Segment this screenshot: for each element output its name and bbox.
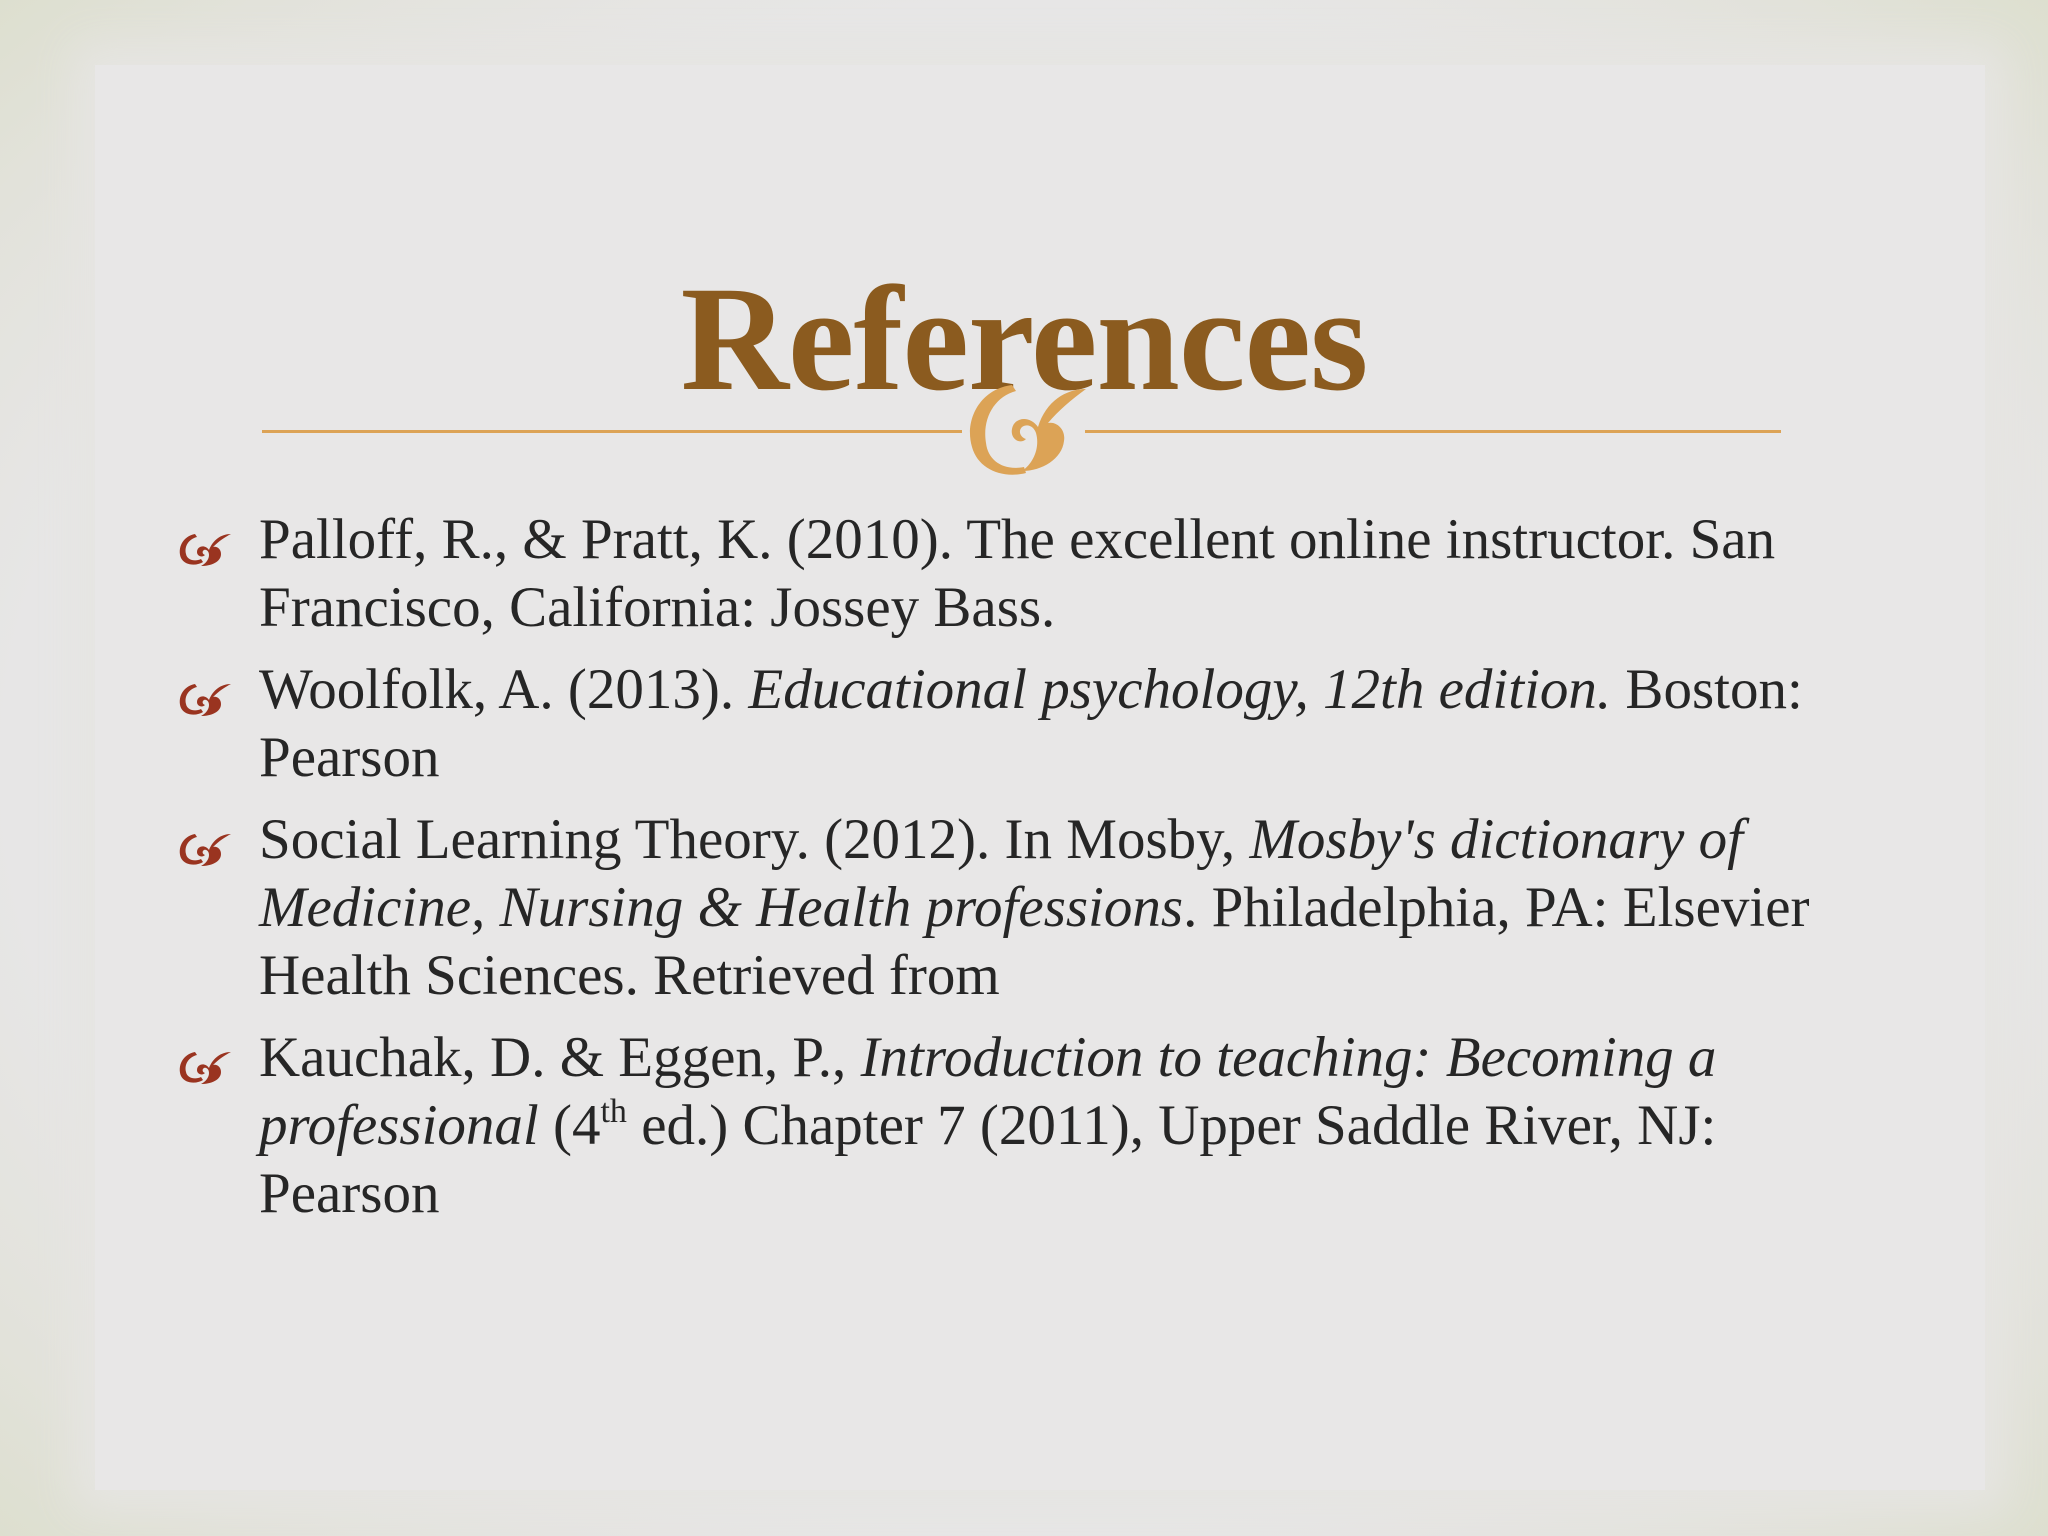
reference-item (175, 656, 1895, 792)
reference-item (175, 506, 1895, 642)
reference-text: Kauchak, D. & Eggen, P., (259, 1026, 861, 1089)
fleuron-bullet-icon (175, 678, 237, 718)
superscript-ordinal: th (600, 1093, 627, 1130)
title-divider-right (1085, 430, 1781, 433)
slide-title: References (680, 255, 1368, 422)
reference-title-italic: Educational psychology, 12th edition. (748, 658, 1612, 721)
title-divider-left (262, 430, 962, 433)
reference-text: (4 (538, 1094, 601, 1157)
fleuron-ornament-icon (950, 375, 1100, 485)
reference-text: Woolfolk, A. (2013). (259, 658, 749, 721)
reference-item (175, 1024, 1895, 1228)
fleuron-bullet-icon (175, 828, 237, 868)
reference-title-italic: Mosby's dictionary of Medicine, Nursing & Health professions (259, 808, 1743, 939)
reference-title-italic: Introduction to teaching: Becoming a professional (259, 1026, 1717, 1157)
reference-text: ed.) Chapter 7 (2011), Upper Saddle River, NJ: Pearson (259, 1094, 1717, 1225)
fleuron-bullet-icon (175, 528, 237, 568)
reference-text: Palloff, R., & Pratt, K. (2010). The excellent online instructor. San Francisco, California: Jossey Bass. (259, 508, 1776, 639)
reference-text: Social Learning Theory. (2012). In Mosby, (259, 808, 1250, 871)
reference-text: Boston: Pearson (259, 658, 1803, 789)
reference-item (175, 806, 1895, 1010)
reference-text: . Philadelphia, PA: Elsevier Health Sciences. Retrieved from (259, 876, 1810, 1007)
references-list (175, 506, 1895, 1242)
fleuron-bullet-icon (175, 1046, 237, 1086)
